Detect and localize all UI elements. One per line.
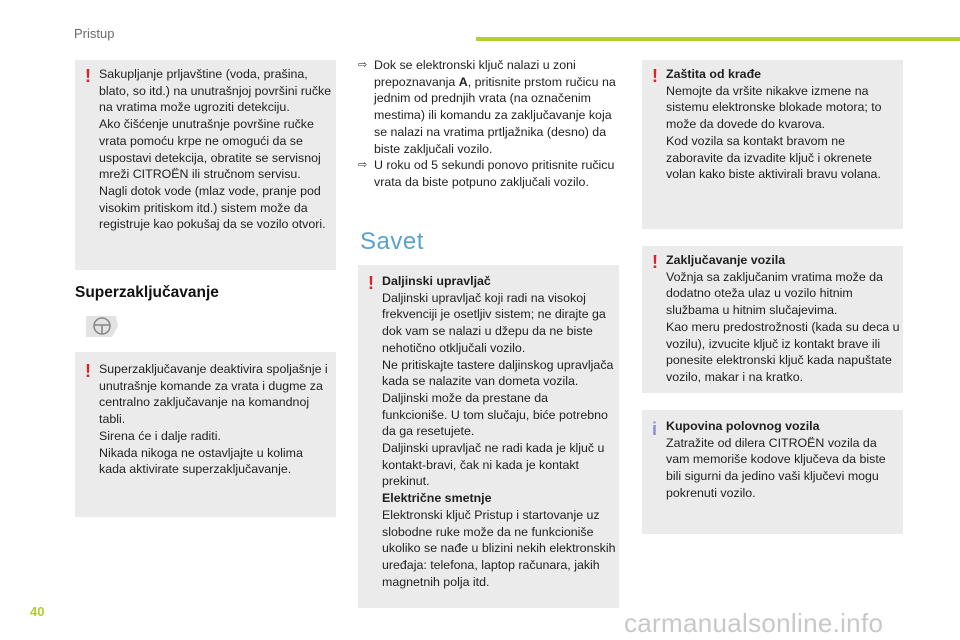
warning-box-theft [642,60,903,229]
watermark-site: carmanualsonline.info [624,608,884,638]
warning-box-remote [358,265,619,608]
locking-box-content [666,252,900,386]
step-1-text-b: , pritisnite prstom ručicu na jednim od prednjih vrata (na označenim mestima) ili komandu za zaključavanje koja se nalazi na vratima prtljažnika (desno) da biste zaključali vozilo. [374,74,616,156]
theft-title: Zaštita od krađe [666,67,762,81]
step-1-text-a: Dok se elektronski ključ nalazi u zoni prepoznavanja [374,58,576,89]
page-number: 40 [30,604,45,619]
step-2-text: U roku od 5 sekundi ponovo pritisnite ručicu vrata da biste potpuno zaključali vozilo. [374,158,615,189]
instruction-step-1 [358,57,620,157]
advice-heading: Savet [360,228,424,255]
arrow-bullet-icon: ⇨ [358,59,368,71]
warning-dirt-text: Sakupljanje prljavštine (voda, prašina, blato, so itd.) na unutrašnjoj površini ručke na vratima može ugroziti detekciju. Ako čišćenje unutrašnje površine ručke vrata pomoću krpe ne omogući da se uspostavi detekcija, obratite se servisnoj mreži CITROËN ili stručnom servisu. Nagli dotok vode (mlaz vode, pranje pod visokim pritiskom itd.) sistem može da registruje kao pokušaj da se vozilo otvori. [99,67,332,232]
steering-wheel-icon [82,313,120,339]
warning-icon: ! [85,361,91,381]
used-vehicle-text: Zatražite od dilera CITROËN vozila da vam memoriše kodove ključeva da biste bili sigurni da jedino vaši ključevi mogu pokrenuti vozilo. [666,435,886,500]
instruction-step-2 [358,157,620,190]
warning-icon: ! [368,273,374,293]
used-vehicle-title: Kupovina polovnog vozila [666,419,820,433]
theft-text: Nemojte da vršite nikakve izmene na sistemu elektronske blokade motora; to može da dovede do kvarova. Kod vozila sa kontakt bravom ne zaboravite da izvadite ključ i okrenete volan kako biste aktivirali bravu volana. [666,83,882,182]
locking-instructions [358,57,620,191]
warning-box-dirt [75,60,336,270]
remote-box-content [382,273,616,590]
arrow-bullet-icon: ⇨ [358,159,368,172]
zone-label: A [458,74,468,89]
warning-box-superlocking [75,352,336,517]
warning-box-locking [642,246,903,393]
warning-superlocking-text: Superzaključavanje deaktivira spoljašnje i unutrašnje komande za vrata i dugme za centralno zaključavanje na komandnoj tabli. Sirena će i dalje raditi. Nikada nikoga ne ostavljajte u kolima kada aktivirate superzaključavanje. [99,362,328,477]
theft-box-content [666,66,900,183]
superlocking-heading: Superzaključavanje [75,284,219,301]
page-header-title: Pristup [74,26,115,41]
locking-title: Zaključavanje vozila [666,253,786,267]
header-accent-bar [476,37,960,41]
interference-title: Električne smetnje [382,491,492,506]
remote-title: Daljinski upravljač [382,274,491,288]
warning-icon: ! [652,66,658,86]
remote-text: Daljinski upravljač koji radi na visokoj frekvenciji je osetljiv sistem; ne dirajte ga dok vam se nalazi u džepu da ne biste nehotično otključali vozilo. Ne pritiskajte tastere daljinskog upravljača kada se nalazite van dometa vozila. Daljinski može da prestane da funkcioniše. U tom slučaju, biće potrebno da ga resetujete. Daljinski upravljač ne radi kada je ključ u kontakt-bravi, čak ni kada je kontakt prekinut. [382,290,614,489]
used-vehicle-box-content [666,418,900,502]
info-box-used-vehicle [642,410,903,534]
warning-icon: ! [85,66,91,86]
locking-text: Vožnja sa zaključanim vratima može da dodatno otežа ulaz u vozilo hitnim službama u hitnim slučajevima. Kao meru predostrožnosti (kada su deca u vozilu), izvucite ključ iz kontakt brave ili ponesite elektronski ključ kada napuštate vozilo, makar i na kratko. [666,269,900,384]
interference-text: Elektronski ključ Pristup i startovanje uz slobodne ruke može da ne funkcioniše ukoliko se nađe u blizini nekih elektronskih uređaja: telefona, laptop računara, jakih magnetnih polja itd. [382,507,616,589]
warning-icon: ! [652,252,658,272]
info-icon: i [652,419,658,439]
